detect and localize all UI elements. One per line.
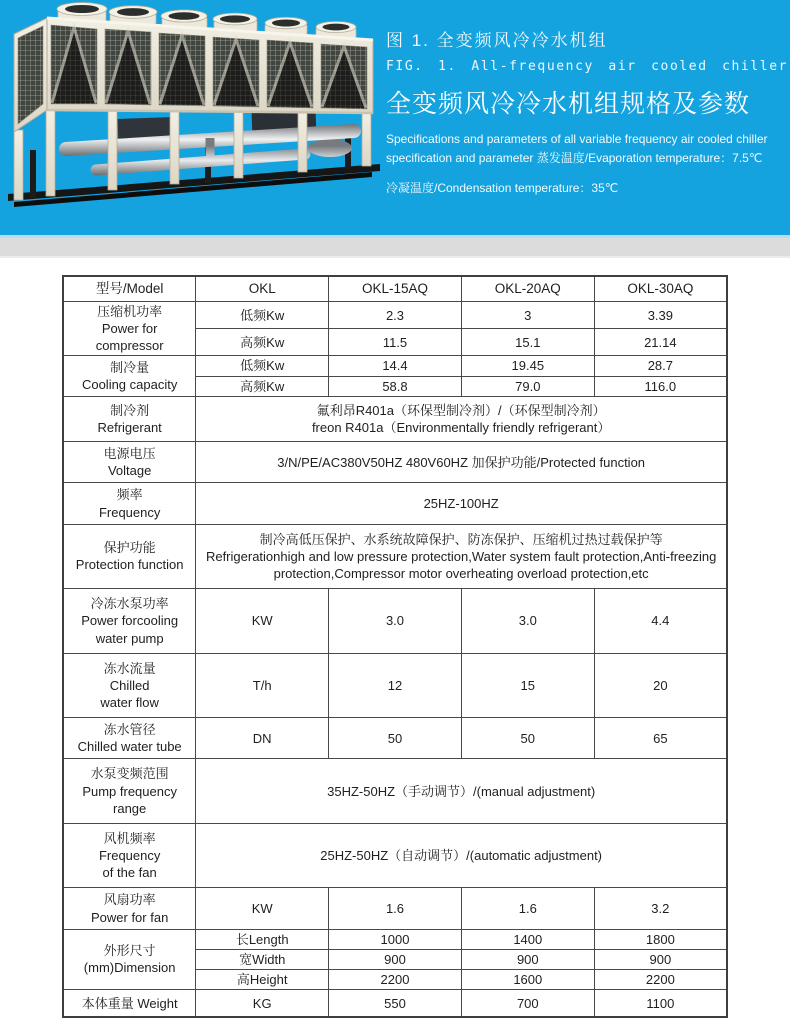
- spec-cell: 1000: [329, 929, 462, 949]
- label-zh: 冷冻水泵功率: [90, 596, 169, 612]
- protection-row: [63, 524, 727, 588]
- figure-caption-zh: 图 1. 全变频风冷冷水机组: [386, 31, 608, 50]
- spec-cell: 65: [594, 718, 727, 759]
- label-zh: 外形尺寸: [103, 943, 156, 959]
- spec-cell: 1400: [461, 929, 594, 949]
- label-zh: 保护功能: [103, 540, 156, 556]
- unit-cell: 低频Kw: [196, 302, 329, 329]
- label-zh: 水泵变频范围: [90, 766, 169, 782]
- spec-cell: 900: [594, 949, 727, 969]
- spec-cell: 700: [461, 990, 594, 1018]
- subtitle-en: Specifications and parameters of all variable frequency air cooled chiller: [386, 132, 768, 146]
- row-label: 本体重量 Weight: [63, 990, 196, 1018]
- label-en: Power for fan: [90, 909, 169, 925]
- model-header-label: 型号/Model: [63, 276, 196, 302]
- spec-cell: 2200: [329, 970, 462, 990]
- spec-cell: 900: [329, 949, 462, 969]
- spec-cell: 79.0: [461, 376, 594, 396]
- spec-cell: 3.39: [594, 302, 727, 329]
- label-en: Voltage: [107, 463, 152, 479]
- hero-text-block: [386, 26, 789, 196]
- spec-cell: 4.4: [594, 589, 727, 653]
- protection-value: 制冷高低压保护、水系统故障保护、防冻保护、压缩机过热过载保护等 Refrigerationhigh and low pressure protection,Water system fault protection,Anti-freezing protection,Compressor motor overheating overload protection,etc: [196, 524, 727, 588]
- spec-cell: 3.2: [594, 888, 727, 929]
- label-zh: 冻水流量: [103, 660, 156, 676]
- spec-cell: 1.6: [461, 888, 594, 929]
- label-en: Chilled: [109, 677, 150, 693]
- unit-cell: 长Length: [196, 929, 329, 949]
- spec-cell: 2200: [594, 970, 727, 990]
- pump-power-row: [63, 589, 727, 653]
- fan-power-row: [63, 888, 727, 929]
- label-zh: 电源电压: [103, 446, 156, 462]
- unit-cell: DN: [196, 718, 329, 759]
- unit-cell: 高频Kw: [196, 329, 329, 356]
- fan-frequency-row: [63, 823, 727, 887]
- label-zh: 频率: [116, 487, 143, 503]
- label-zh: 压缩机功率: [97, 304, 163, 319]
- voltage-row: [63, 442, 727, 483]
- spec-cell: 15: [461, 653, 594, 717]
- spec-cell: 116.0: [594, 376, 727, 396]
- label-en: (mm)Dimension: [83, 960, 176, 976]
- spec-cell: 3.0: [461, 589, 594, 653]
- label-en: Chilled water tube: [77, 739, 182, 755]
- unit-cell: 高Height: [196, 970, 329, 990]
- cooling-capacity-low-row: [63, 356, 727, 376]
- spec-cell: 1600: [461, 970, 594, 990]
- pump-frequency-row: [63, 759, 727, 823]
- label-zh: 风扇功率: [103, 892, 156, 908]
- unit-cell: KG: [196, 990, 329, 1018]
- row-label: [63, 888, 196, 929]
- page-title: 全变频风冷冷水机组规格及参数: [386, 90, 751, 118]
- spec-cell: 3: [461, 302, 594, 329]
- spec-cell: 50: [329, 718, 462, 759]
- spec-cell: 14.4: [329, 356, 462, 376]
- dimension-length-row: [63, 929, 727, 949]
- frequency-row: [63, 483, 727, 524]
- row-label: [63, 483, 196, 524]
- refrigerant-row: [63, 396, 727, 441]
- label-en: Refrigerant: [97, 419, 162, 435]
- frequency-value: 25HZ-100HZ: [196, 483, 727, 524]
- gray-divider-band: [0, 238, 790, 258]
- spec-cell: 15.1: [461, 329, 594, 356]
- spec-cell: 50: [461, 718, 594, 759]
- row-label: [63, 823, 196, 887]
- model-header-row: [63, 276, 727, 302]
- label-en: water flow: [100, 694, 159, 710]
- row-label: [63, 442, 196, 483]
- unit-cell: T/h: [196, 653, 329, 717]
- unit-cell: 宽Width: [196, 949, 329, 969]
- voltage-value: 3/N/PE/AC380V50HZ 480V60HZ 加保护功能/Protected function: [196, 442, 727, 483]
- spec-cell: 550: [329, 990, 462, 1018]
- label-en: range: [113, 800, 147, 816]
- row-label: [63, 356, 196, 396]
- cabinet-left-face: [14, 18, 47, 132]
- label-en: Frequency: [98, 504, 161, 520]
- spec-cell: 19.45: [461, 356, 594, 376]
- label-en: water pump: [95, 630, 164, 646]
- evaporation-temp-line: specification and parameter 蒸发温度/Evaporation temperature：7.5℃: [386, 151, 763, 165]
- row-label: [63, 653, 196, 717]
- water-tube-row: [63, 718, 727, 759]
- chiller-product-photo: [0, 0, 395, 235]
- pump-frequency-value: 35HZ-50HZ（手动调节）/(manual adjustment): [196, 759, 727, 823]
- unit-cell: 高频Kw: [196, 376, 329, 396]
- label-zh: 冻水管径: [103, 722, 156, 738]
- fan-frequency-value: 25HZ-50HZ（自动调节）/(automatic adjustment): [196, 823, 727, 887]
- unit-cell: KW: [196, 888, 329, 929]
- spec-cell: 900: [461, 949, 594, 969]
- label-en: Power forcooling: [81, 613, 179, 629]
- label-en: Protection function: [75, 557, 184, 573]
- row-label: [63, 302, 196, 356]
- compressor-power-low-row: [63, 302, 727, 329]
- row-label: [63, 396, 196, 441]
- label-en: Cooling capacity: [81, 377, 178, 393]
- spec-cell: 1800: [594, 929, 727, 949]
- model-2-cell: OKL-20AQ: [461, 276, 594, 302]
- figure-caption-en: FIG. 1. All-frequency air cooled chiller: [386, 59, 789, 74]
- spec-cell: 1.6: [329, 888, 462, 929]
- series-cell: OKL: [196, 276, 329, 302]
- label-zh: 制冷量: [110, 359, 150, 375]
- model-1-cell: OKL-15AQ: [329, 276, 462, 302]
- unit-cell: 低频Kw: [196, 356, 329, 376]
- spec-cell: 21.14: [594, 329, 727, 356]
- spec-cell: 20: [594, 653, 727, 717]
- spec-table: [62, 275, 728, 1018]
- spec-cell: 3.0: [329, 589, 462, 653]
- spec-cell: 11.5: [329, 329, 462, 356]
- label-zh: 制冷剂: [110, 402, 150, 418]
- spec-cell: 1100: [594, 990, 727, 1018]
- spec-table-section: [0, 258, 790, 1018]
- row-label: [63, 589, 196, 653]
- row-label: [63, 759, 196, 823]
- label-en: Power for compressor: [95, 321, 164, 354]
- spec-cell: 2.3: [329, 302, 462, 329]
- label-en: of the fan: [102, 865, 157, 881]
- spec-cell: 58.8: [329, 376, 462, 396]
- model-3-cell: OKL-30AQ: [594, 276, 727, 302]
- unit-cell: KW: [196, 589, 329, 653]
- row-label: [63, 524, 196, 588]
- row-label: [63, 718, 196, 759]
- refrigerant-value: 氟利昂R401a（环保型制冷剂）/（环保型制冷剂） freon R401a（Environmentally friendly refrigerant）: [196, 396, 727, 441]
- spec-cell: 12: [329, 653, 462, 717]
- label-zh: 风机频率: [103, 830, 156, 846]
- water-flow-row: [63, 653, 727, 717]
- weight-row: [63, 990, 727, 1018]
- condensation-temp-line: 冷凝温度/Condensation temperature：35℃: [386, 181, 619, 195]
- hero-banner: [0, 0, 790, 235]
- label-en: Pump frequency: [82, 783, 177, 799]
- row-label: [63, 929, 196, 989]
- label-en: Frequency: [98, 848, 161, 864]
- spec-cell: 28.7: [594, 356, 727, 376]
